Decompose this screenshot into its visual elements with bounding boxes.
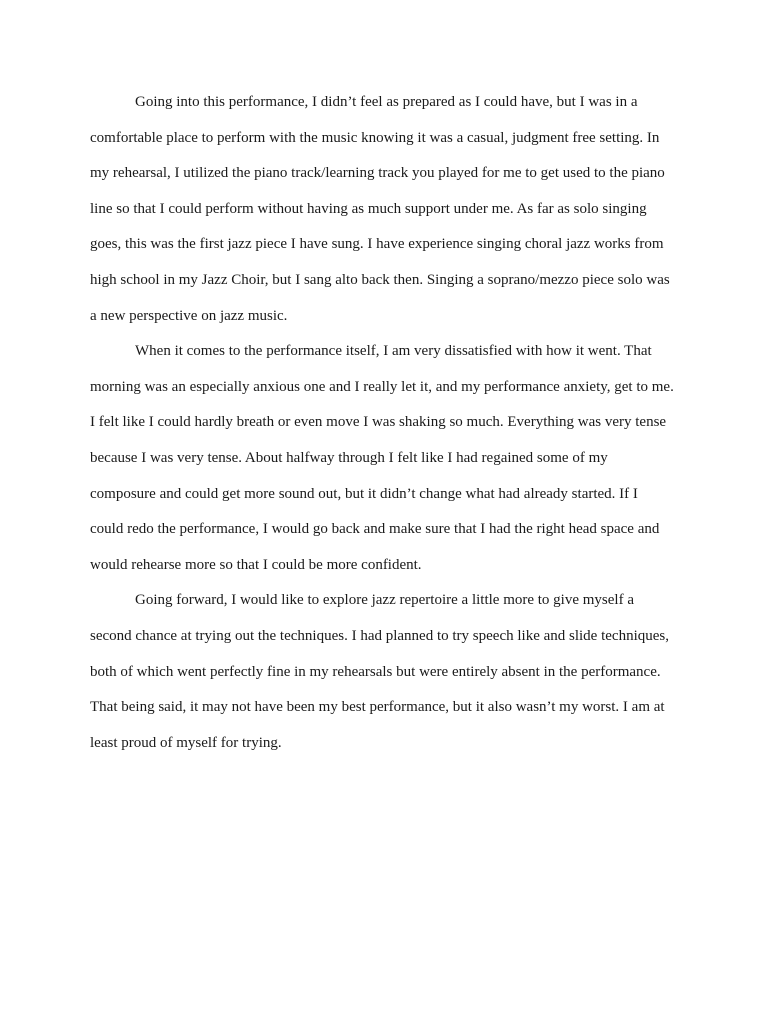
text-line: goes, this was the first jazz piece I have sung. I have experience singing choral jazz works from xyxy=(90,236,664,253)
text-line: Going into this performance, I didn’t feel as prepared as I could have, but I was in a xyxy=(135,94,638,110)
text-line: second chance at trying out the techniques. I had planned to try speech like and slide techniques, xyxy=(90,627,669,644)
paragraph-1 xyxy=(90,85,676,334)
text-line: because I was very tense. About halfway through I felt like I had regained some of my xyxy=(90,449,608,466)
paragraph-3 xyxy=(90,583,676,761)
text-line: morning was an especially anxious one and I really let it, and my performance anxiety, get to me. xyxy=(90,378,674,395)
document-body xyxy=(90,85,676,761)
text-line: least proud of myself for trying. xyxy=(90,734,282,751)
paragraph-2 xyxy=(90,334,676,583)
text-line: high school in my Jazz Choir, but I sang alto back then. Singing a soprano/mezzo piece solo was xyxy=(90,271,670,288)
text-line: composure and could get more sound out, but it didn’t change what had already started. If I xyxy=(90,485,638,502)
text-line: Going forward, I would like to explore jazz repertoire a little more to give myself a xyxy=(135,592,634,609)
text-line: a new perspective on jazz music. xyxy=(90,307,288,324)
text-line: When it comes to the performance itself, I am very dissatisfied with how it went. That xyxy=(135,343,652,360)
text-line: would rehearse more so that I could be more confident. xyxy=(90,556,422,573)
text-line: line so that I could perform without having as much support under me. As far as solo singing xyxy=(90,200,647,217)
text-line: could redo the performance, I would go back and make sure that I had the right head space and xyxy=(90,521,660,538)
text-line: both of which went perfectly fine in my rehearsals but were entirely absent in the performance. xyxy=(90,663,661,680)
text-line: comfortable place to perform with the music knowing it was a casual, judgment free setting. In xyxy=(90,129,660,146)
text-line: I felt like I could hardly breath or even move I was shaking so much. Everything was very tense xyxy=(90,414,667,431)
text-line: That being said, it may not have been my best performance, but it also wasn’t my worst. I am at xyxy=(90,699,665,716)
text-line: my rehearsal, I utilized the piano track/learning track you played for me to get used to the piano xyxy=(90,165,665,182)
